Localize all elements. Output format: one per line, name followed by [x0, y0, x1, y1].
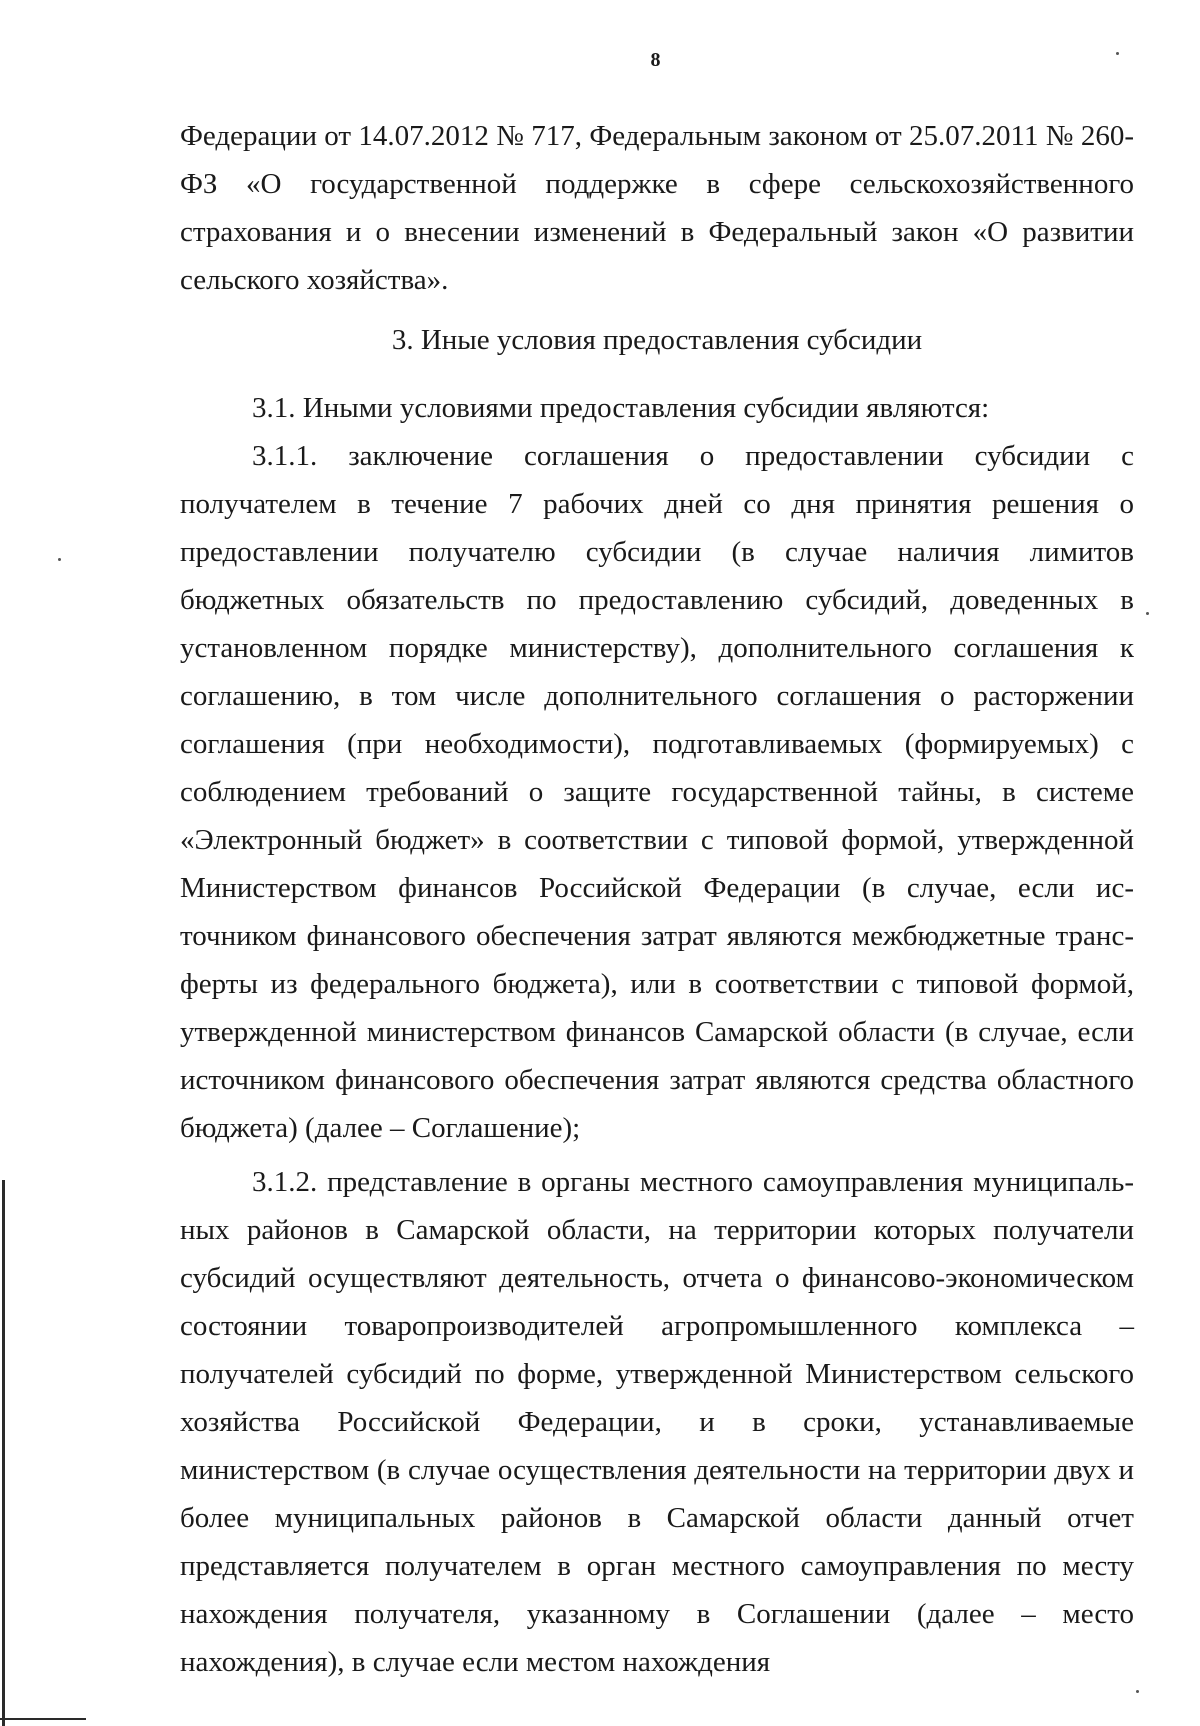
- scan-speck: [1116, 52, 1119, 55]
- section-heading: 3. Иные условия предоставления субсидии: [391, 324, 923, 356]
- paragraph-continuation: Федерации от 14.07.2012 № 717, Федеральным законом от 25.07.2011 № 260-ФЗ «О государственной поддержке в сфере сельскохозяйственного страхования и о внесении изменений в Федеральный закон «О развитии сельского хозяйства».: [180, 120, 1134, 296]
- scan-speck: [1136, 1690, 1139, 1693]
- document-body: [180, 112, 1134, 1686]
- scan-speck: [58, 558, 61, 561]
- paragraph-3-1-2: 3.1.2. представление в органы местного самоуправления муниципальных районов в Самарской области, на территории которых получатели субсидий осуществляют деятельность, отчета о финансово-экономическом состоянии товаропроизводителей агропромышленного комплекса – получателей субсидий по форме, утвержденной Министерством сельского хозяйства Российской Федерации, и в сроки, устанавливаемые министерством (в случае осуществления деятельности на территории двух и более муниципальных районов в Самарской области данный отчет представляется получателем в орган местного самоуправления по месту нахождения получателя, указанному в Соглашении (далее – место нахождения), в случае если местом нахождения: [180, 1166, 1134, 1678]
- scan-speck: [1146, 612, 1149, 615]
- paragraph-3-1-1: 3.1.1. заключение соглашения о предоставлении субсидии с получателем в течение 7 рабочих дней со дня принятия решения о предоставлении получателю субсидии (в случае наличия лимитов бюджетных обязательств по предоставлению субсидий, доведенных в установленном порядке министерству), дополнительного соглашения к соглашению, в том числе дополнительного соглашения о расторжении соглашения (при необходимости), подготавливаемых (формируемых) с соблюдением требований о защите государственной тайны, в системе «Электронный бюджет» в соответствии с типовой формой, утвержденной Министерством финансов Российской Федерации (в случае, если источником финансового обеспечения затрат являются межбюджетные трансферты из федерального бюджета), или в соответствии с типовой формой, утвержденной министерством финансов Самарской области (в случае, если источником финансового обеспечения затрат являются средства областного бюджета) (далее – Соглашение);: [180, 440, 1134, 1144]
- scan-edge-line: [2, 1180, 5, 1726]
- paragraph-3-1: 3.1. Иными условиями предоставления субсидии являются:: [252, 392, 990, 424]
- page-number: 8: [650, 49, 661, 71]
- scan-bottom-mark: [0, 1718, 86, 1720]
